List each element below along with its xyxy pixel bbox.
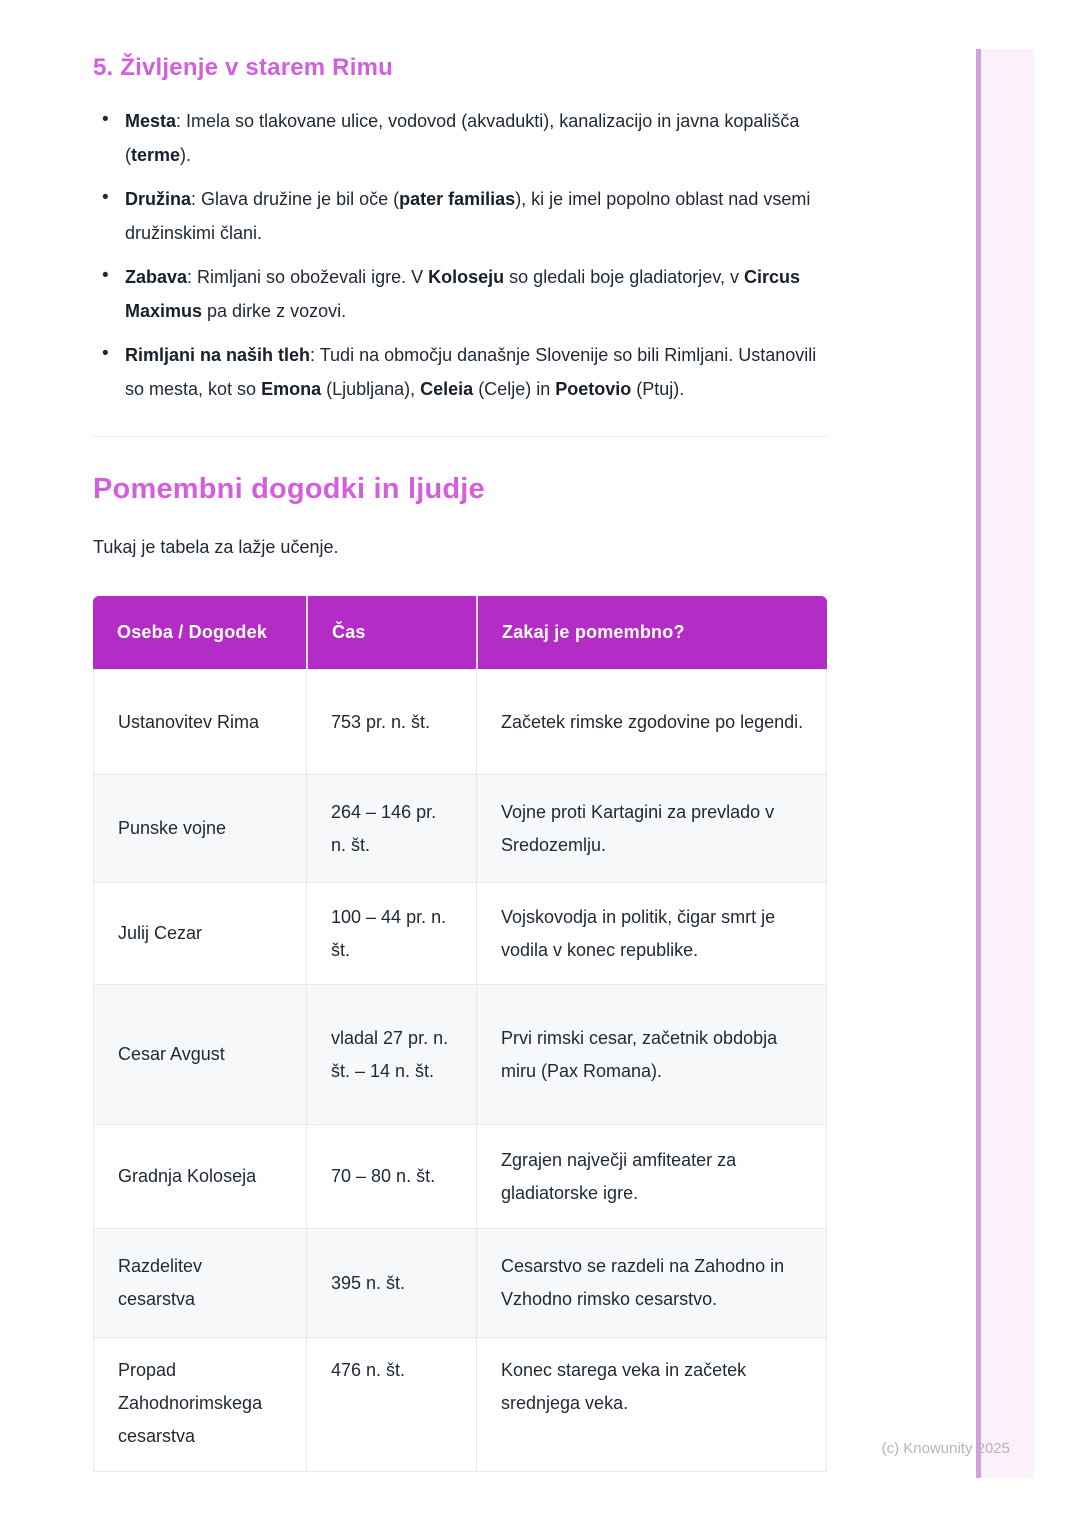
event-cell: Cesar Avgust (93, 984, 306, 1124)
events-table-row (93, 669, 827, 774)
event-cell: Gradnja Koloseja (93, 1124, 306, 1228)
importance-cell: Zgrajen največji amfiteater za gladiatorske igre. (476, 1124, 827, 1228)
time-cell: 264 – 146 pr. n. št. (306, 774, 476, 882)
events-table-row (93, 1337, 827, 1472)
events-table-header-row (93, 596, 827, 669)
events-table-row (93, 882, 827, 984)
bullet-item: • Rimljani na naših tleh: Tudi na območju današnje Slovenije so bili Rimljani. Ustanovili so mesta, kot so Emona (Ljubljana), Celeia (Celje) in Poetovio (Ptuj). (93, 338, 827, 406)
events-table-row (93, 1124, 827, 1228)
importance-cell: Prvi rimski cesar, začetnik obdobja miru (Pax Romana). (476, 984, 827, 1124)
section-title-events: Pomembni dogodki in ljudje (93, 473, 485, 505)
time-cell: 395 n. št. (306, 1228, 476, 1337)
events-table-body (93, 669, 827, 1472)
event-cell: Julij Cezar (93, 882, 306, 984)
event-cell: Propad Zahodnorimskega cesarstva (93, 1337, 306, 1472)
bullet-item: • Mesta: Imela so tlakovane ulice, vodovod (akvadukti), kanalizacijo in javna kopališča (terme). (93, 104, 827, 172)
events-table (93, 596, 827, 1472)
events-table-row (93, 1228, 827, 1337)
time-cell: 476 n. št. (306, 1337, 476, 1472)
time-cell: 100 – 44 pr. n. št. (306, 882, 476, 984)
importance-cell: Vojne proti Kartagini za prevlado v Sredozemlju. (476, 774, 827, 882)
bullet-item: • Zabava: Rimljani so oboževali igre. V Koloseju so gledali boje gladiatorjev, v Circus Maximus pa dirke z vozovi. (93, 260, 827, 328)
document-content (93, 0, 827, 1472)
column-header-time: Čas (306, 596, 476, 669)
importance-cell: Konec starega veka in začetek srednjega veka. (476, 1337, 827, 1472)
event-cell: Punske vojne (93, 774, 306, 882)
side-stripe-decoration (976, 49, 1034, 1478)
section-divider (93, 436, 827, 437)
importance-cell: Cesarstvo se razdeli na Zahodno in Vzhodno rimsko cesarstvo. (476, 1228, 827, 1337)
events-table-row (93, 774, 827, 882)
time-cell: vladal 27 pr. n. št. – 14 n. št. (306, 984, 476, 1124)
copyright-watermark: (c) Knowunity 2025 (881, 1440, 1010, 1457)
event-cell: Ustanovitev Rima (93, 669, 306, 774)
bullet-item: • Družina: Glava družine je bil oče (pater familias), ki je imel popolno oblast nad vsemi družinskimi člani. (93, 182, 827, 250)
events-table-head (93, 596, 827, 669)
section-title-rome-life: 5. Življenje v starem Rimu (93, 54, 393, 81)
event-cell: Razdelitev cesarstva (93, 1228, 306, 1337)
time-cell: 753 pr. n. št. (306, 669, 476, 774)
table-intro-text: Tukaj je tabela za lažje učenje. (93, 537, 339, 557)
importance-cell: Začetek rimske zgodovine po legendi. (476, 669, 827, 774)
column-header-person-event: Oseba / Dogodek (93, 596, 306, 669)
bullet-list (93, 104, 827, 406)
time-cell: 70 – 80 n. št. (306, 1124, 476, 1228)
column-header-importance: Zakaj je pomembno? (476, 596, 827, 669)
events-table-row (93, 984, 827, 1124)
importance-cell: Vojskovodja in politik, čigar smrt je vodila v konec republike. (476, 882, 827, 984)
